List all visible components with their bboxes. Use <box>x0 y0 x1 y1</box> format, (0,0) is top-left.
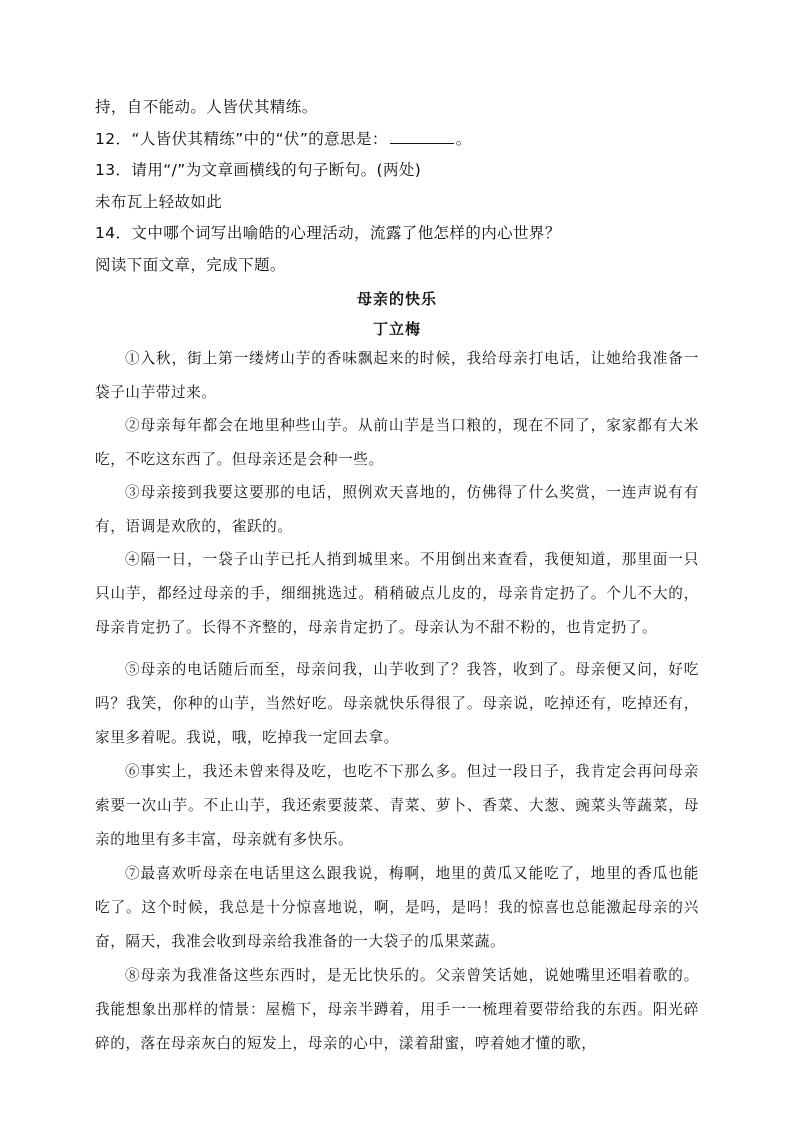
article-paragraph-4: ④隔一日，一袋子山芋已托人捎到城里来。不用倒出来查看，我便知道，那里面一只只山芋，都经过母亲的手，细细挑选过。稍稍破点儿皮的，母亲肯定扔了。个儿不大的，母亲肯定扔了。长得不齐整的，母亲肯定扔了。母亲认为不甜不粉的，也肯定扔了。 <box>95 551 699 636</box>
article-paragraph-2: ②母亲每年都会在地里种些山芋。从前山芋是当口粮的，现在不同了，家家都有大米吃，不吃这东西了。但母亲还是会种一些。 <box>95 417 699 468</box>
article-title: 母亲的快乐 <box>356 290 437 308</box>
question-14: 14．文中哪个词写出喻皓的心理活动，流露了他怎样的内心世界？ <box>95 224 561 242</box>
article-paragraph-7: ⑦最喜欢听母亲在电话里这么跟我说，梅啊，地里的黄瓜又能吃了，地里的香瓜也能吃了。这个时候，我总是十分惊喜地说，啊，是吗，是吗！我的惊喜也总能激起母亲的兴奋，隔天，我准会收到母亲给我准备的一大袋子的瓜果菜蔬。 <box>95 865 699 950</box>
article-author: 丁立梅 <box>372 320 421 338</box>
passage-ending-line: 持，自不能动。人皆伏其精练。 <box>95 98 318 116</box>
question-12 <box>95 127 472 149</box>
question-12-end: 。 <box>455 130 472 148</box>
answer-blank[interactable] <box>390 129 454 144</box>
article-paragraph-6: ⑥事实上，我还未曾来得及吃，也吃不下那么多。但过一段日子，我肯定会再问母亲索要一次山芋。不止山芋，我还索要菠菜、青菜、萝卜、香菜、大葱、豌菜头等蔬菜，母亲的地里有多丰富，母亲就有多快乐。 <box>95 763 699 848</box>
question-13: 13．请用“/”为文章画横线的句子断句。(两处) <box>95 161 422 179</box>
article-paragraph-8: ⑧母亲为我准备这些东西时，是无比快乐的。父亲曾笑话她，说她嘴里还唱着歌的。我能想象出那样的情景：屋檐下，母亲半蹲着，用手一一梳理着要带给我的东西。阳光碎碎的，落在母亲灰白的短发上，母亲的心中，漾着甜蜜，哼着她才懂的歌， <box>95 967 699 1052</box>
question-13-sentence: 未布瓦上轻故如此 <box>95 193 223 211</box>
reading-instruction: 阅读下面文章，完成下题。 <box>95 256 286 274</box>
article-paragraph-5: ⑤母亲的电话随后而至，母亲问我，山芋收到了？我答，收到了。母亲便又问，好吃吗？我笑，你种的山芋，当然好吃。母亲就快乐得很了。母亲说，吃掉还有，吃掉还有，家里多着呢。我说，哦，吃掉我一定回去拿。 <box>95 661 699 746</box>
question-12-text: 12．“人皆伏其精练”中的“伏”的意思是： <box>95 130 388 148</box>
article-paragraph-1: ①入秋，街上第一缕烤山芋的香味飘起来的时候，我给母亲打电话，让她给我准备一袋子山芋带过来。 <box>95 350 699 401</box>
article-paragraph-3: ③母亲接到我要这要那的电话，照例欢天喜地的，仿佛得了什么奖赏，一连声说有有有，语调是欢欣的，雀跃的。 <box>95 484 699 535</box>
